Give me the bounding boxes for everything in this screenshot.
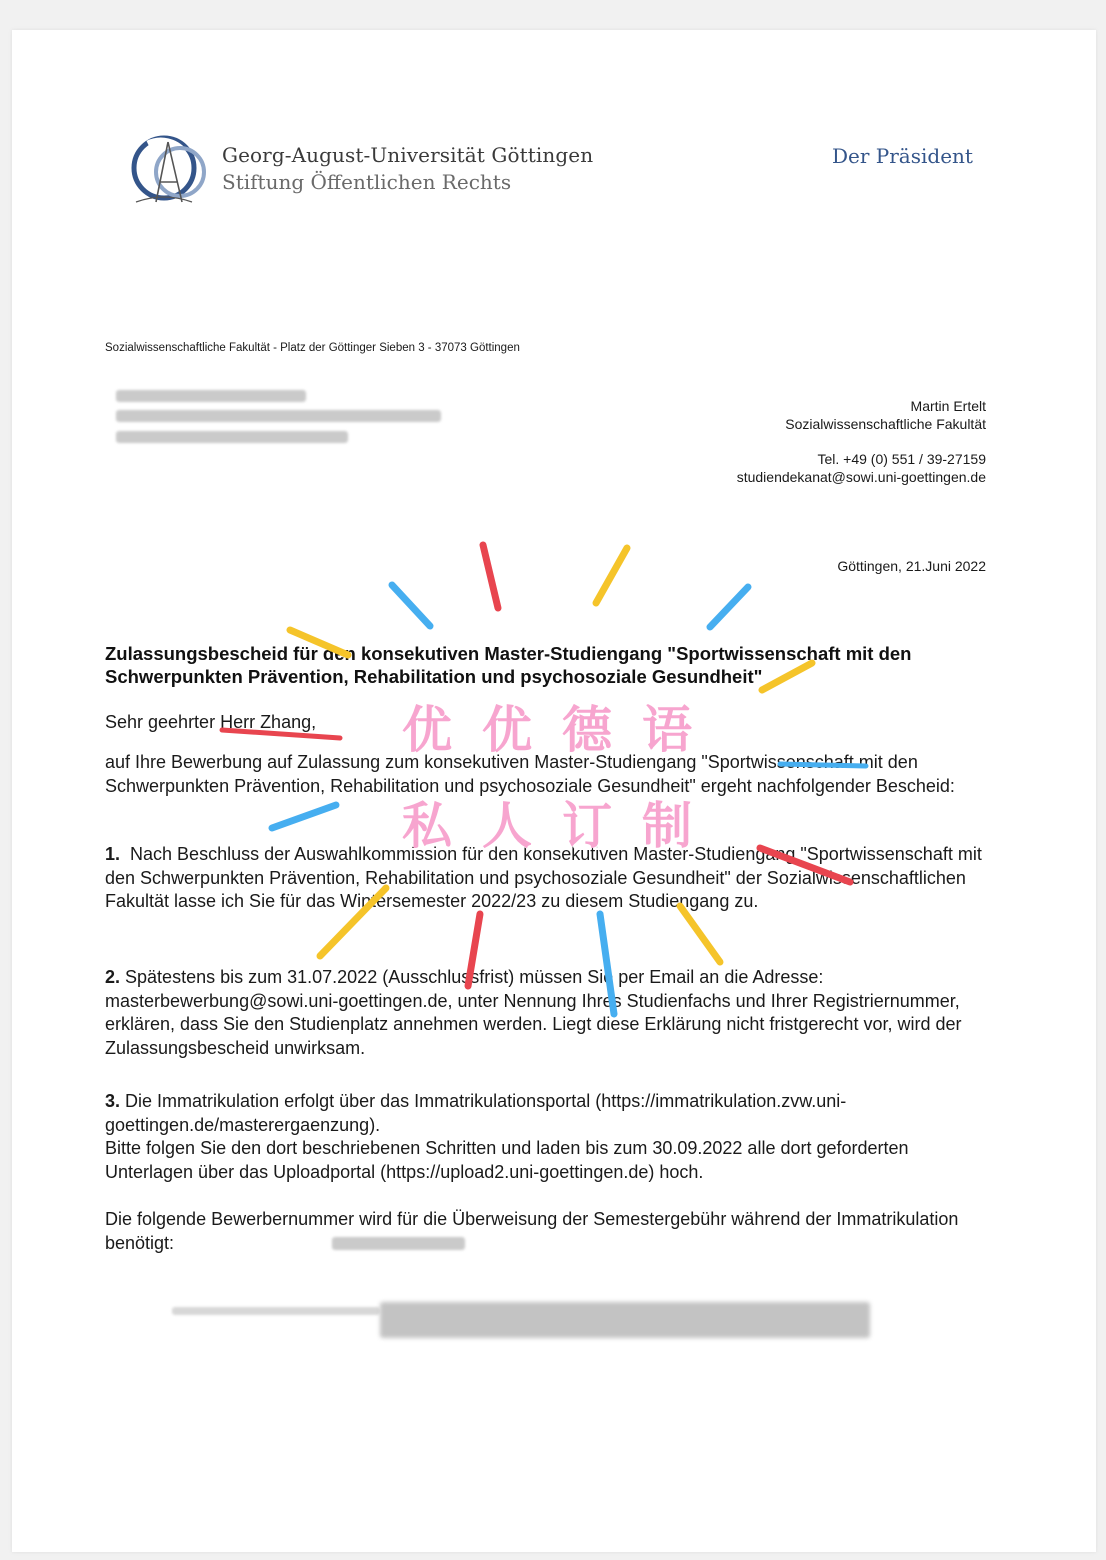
point-text-continued: Bitte folgen Sie den dort beschriebenen Schritten und laden bis zum 30.09.2022 alle dort geforderten Unterlagen über das Uploadportal (https://upload2.uni-goettingen.de) hoch. bbox=[105, 1138, 909, 1182]
contact-faculty: Sozialwissenschaftliche Fakultät bbox=[785, 416, 986, 432]
redacted-applicant-number bbox=[332, 1237, 465, 1250]
salutation-text: Sehr geehrter Herr Zhang, bbox=[105, 712, 317, 732]
letter-subject: Zulassungsbescheid für den konsekutiven Master-Studiengang "Sportwissenschaft mit den Schwerpunkten Prävention, Rehabilitation und psychosoziale Gesundheit" bbox=[105, 643, 912, 687]
redacted-address-line-2 bbox=[116, 410, 441, 422]
contact-name: Martin Ertelt bbox=[910, 398, 986, 414]
redacted-address-line-1 bbox=[116, 390, 306, 402]
redacted-signature-right bbox=[380, 1302, 870, 1338]
point-number: 3. bbox=[105, 1091, 121, 1111]
letter-date: Göttingen, 21.Juni 2022 bbox=[837, 558, 986, 574]
redacted-address-line-3 bbox=[116, 431, 348, 443]
point-3 bbox=[105, 1090, 995, 1184]
point-2 bbox=[105, 966, 995, 1060]
point-text: Nach Beschluss der Auswahlkommission für den konsekutiven Master-Studiengang "Sportwissenschaft mit den Schwerpunkten Prävention, Rehabilitation und psychosoziale Gesundheit" der Sozialwissenschaftlichen Fakultät lasse ich Sie für das Wintersemester 2022/23 zu diesem Studiengang zu. bbox=[105, 844, 982, 911]
point-number: 2. bbox=[105, 967, 121, 987]
contact-email: studiendekanat@sowi.uni-goettingen.de bbox=[736, 469, 986, 485]
watermark-line-1: 优优德语 bbox=[402, 701, 722, 759]
intro-text: auf Ihre Bewerbung auf Zulassung zum konsekutiven Master-Studiengang "Sportwissenschaft mit den Schwerpunkten Prävention, Rehabilitation und psychosoziale Gesundheit" ergeht nachfolgender Bescheid: bbox=[105, 752, 955, 796]
contact-block bbox=[737, 397, 986, 486]
redacted-signature-left bbox=[172, 1307, 380, 1315]
point-number: 1. bbox=[105, 844, 121, 864]
university-subtitle: Stiftung Öffentlichen Rechts bbox=[222, 170, 512, 194]
contact-phone: Tel. +49 (0) 551 / 39-27159 bbox=[817, 451, 986, 467]
watermark-line-2: 私人订制 bbox=[402, 797, 722, 855]
university-logo bbox=[128, 132, 218, 212]
point-text: Die Immatrikulation erfolgt über das Immatrikulationsportal (https://immatrikulation.zvw.uni-goettingen.de/masterergaenzung). bbox=[105, 1091, 847, 1135]
university-name: Georg-August-Universität Göttingen bbox=[222, 143, 594, 167]
closing-text: Die folgende Bewerbernummer wird für die Überweisung der Semestergebühr während der Immatrikulation benötigt: bbox=[105, 1209, 959, 1253]
president-label: Der Präsident bbox=[832, 144, 973, 168]
sender-address-line: Sozialwissenschaftliche Fakultät - Platz der Göttinger Sieben 3 - 37073 Göttingen bbox=[105, 342, 520, 354]
point-text: Spätestens bis zum 31.07.2022 (Ausschlussfrist) müssen Sie per Email an die Adresse: masterbewerbung@sowi.uni-goettingen.de, unter Nennung Ihres Studienfachs und Ihrer Registriernummer, erklären, dass Sie den Studienplatz annehmen werden. Liegt diese Erklärung nicht fristgerecht vor, wird der Zulassungsbescheid unwirksam. bbox=[105, 967, 962, 1058]
closing-paragraph bbox=[105, 1208, 995, 1255]
